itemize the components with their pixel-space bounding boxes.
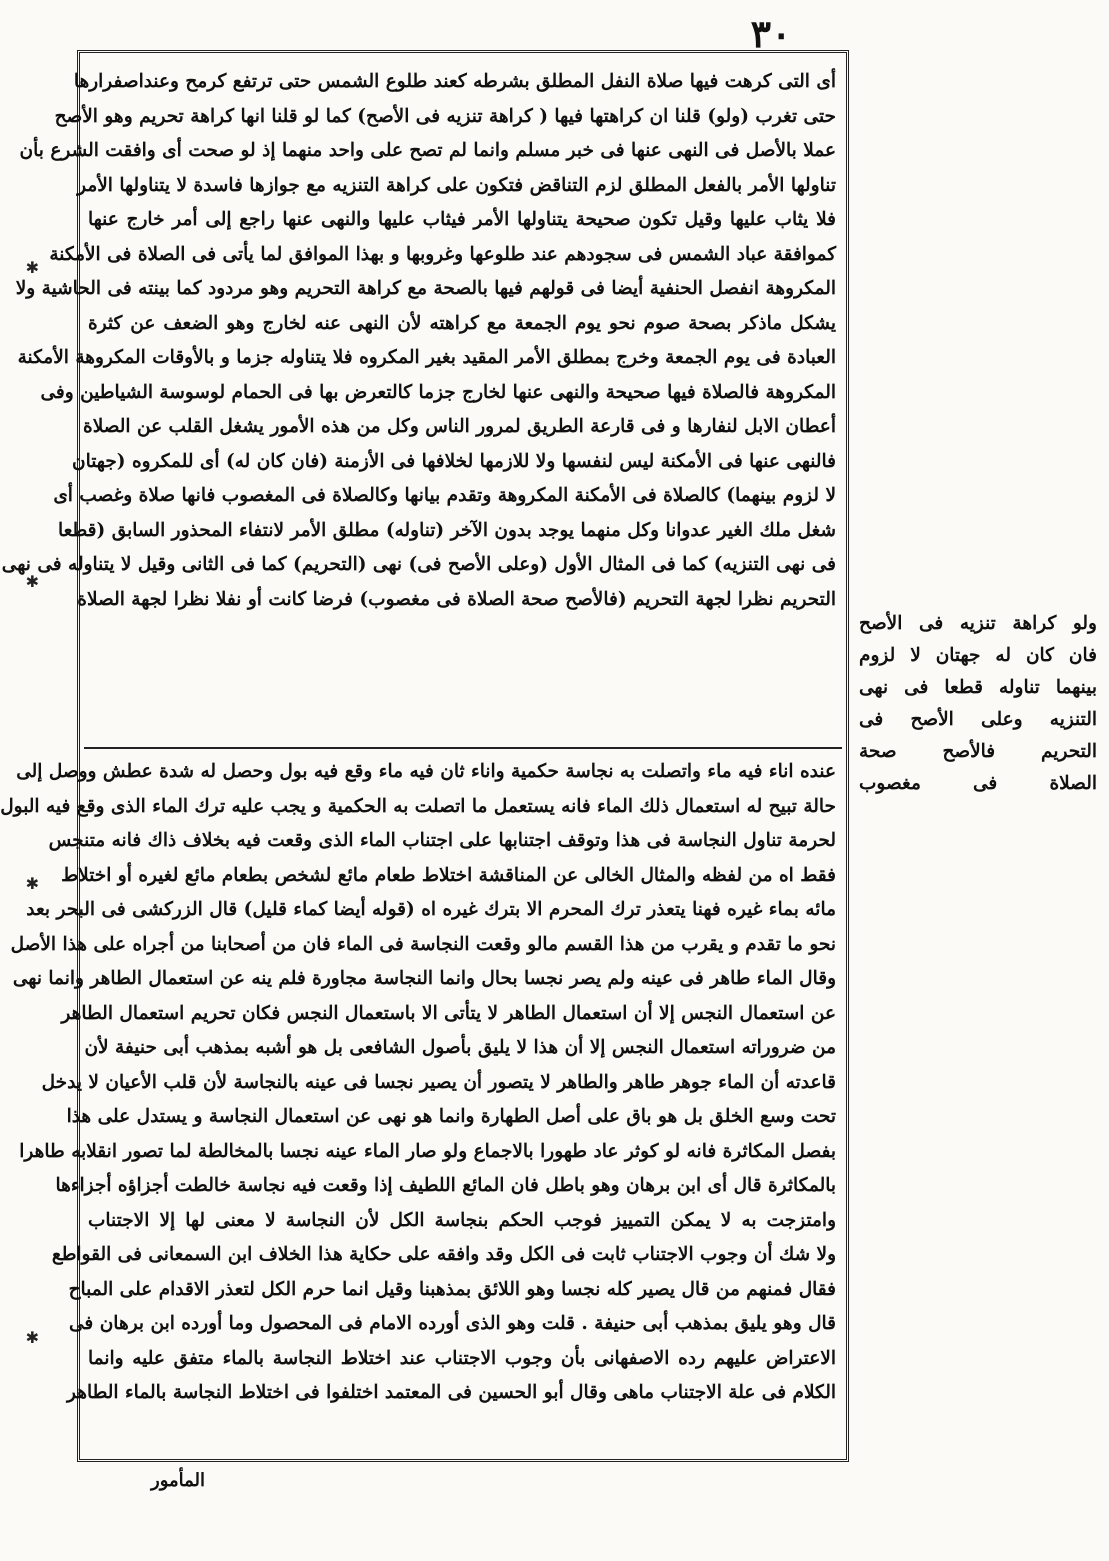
binding-hole-mark: ✱: [25, 874, 39, 893]
gloss-line: فقط اه من لفظه والمثال الخالى عن المناقشة اختلاط طعام مائع لشخص بطعام مائع لغيره أو اختلاط: [61, 864, 836, 886]
gloss-line: حالة تبيح له استعمال ذلك الماء فانه يستعمل ما اتصلت به الحكمية و يجب عليه ترك الماء الذى وقع فيه البول: [0, 795, 836, 817]
page-number: ٣٠: [750, 11, 792, 56]
gloss-line: الكلام فى علة الاجتناب ماهى وقال أبو الحسين فى المعتمد اختلفوا فى اختلاط النجاسة بالماء الطاهر: [66, 1382, 836, 1403]
commentary-line: تناولها الأمر بالفعل المطلق لزم التناقض فتكون على كراهة التنزيه مع جوازها فاسدة لا يتناولها الأمر: [77, 174, 836, 196]
margin-note-line: ولو كراهة تنزيه فى الأصح: [859, 613, 1097, 634]
commentary-line: أعطان الابل لنفارها و فى قارعة الطريق لمرور الناس وكل من هذه الأمور يشغل القلب عن الصلاة: [83, 416, 836, 437]
commentary-line: المكروهة انفصل الحنفية أيضا فى قولهم فيها بالصحة مع كراهة التحريم وهو مردود كما بينته فى الحاشية ولا: [15, 278, 836, 299]
commentary-line: المكروهة فالصلاة فيها صحيحة والنهى عنها لخارج جزما كالتعرض بها فى الحمام لوسوسة الشياطين وفى: [40, 381, 836, 403]
section-divider: [84, 747, 842, 749]
commentary-line: العبادة فى يوم الجمعة وخرج بمطلق الأمر المقيد بغير المكروه فلا يتناوله جزما و بالأوقات المكروهة الأمكنة: [17, 347, 836, 368]
gloss-block: [0, 755, 836, 1453]
catchword: المأمور: [151, 1470, 206, 1491]
margin-note-line: التحريم فالأصح صحة: [859, 741, 1097, 762]
commentary-line: شغل ملك الغير عدوانا وكل منهما يوجد بدون الآخر (تناوله) مطلق الأمر لانتفاء المحذور السابق (قطعا: [57, 519, 836, 541]
gloss-line: وقال الماء طاهر فى عينه ولم يصر نجسا بحال وانما النجاسة مجاورة فلم ينه عن استعمال الطاهر وانما نهى: [12, 968, 836, 989]
text-frame: [0, 50, 849, 1462]
commentary-line: التحريم نظرا لجهة التحريم (فالأصح صحة الصلاة فى مغصوب) فرضا كانت أو نفلا نظرا لجهة الصلاة: [77, 588, 836, 610]
margin-note: [859, 608, 1097, 800]
gloss-line: ولا شك أن وجوب الاجتناب ثابت فى الكل وقد وافقه على حكاية هذا الخلاف ابن السمعانى فى القواطع: [51, 1244, 836, 1265]
commentary-line: أى التى كرهت فيها صلاة النفل المطلق بشرطه كعند طلوع الشمس حتى ترتفع كرمح وعنداصفرارها: [73, 71, 836, 92]
gloss-line: تحت وسع الخلق بل هو باق على أصل الطهارة وانما هو نهى عن استعمال النجاسة و يستدل على هذا: [66, 1106, 836, 1127]
gloss-line: بفصل المكاثرة فانه لو كوثر عاد طهورا بالاجماع ولو صار الماء عينه نجسا بالمخالطة لما تصور انقلابه طاهرا: [19, 1140, 836, 1162]
margin-note-line: الصلاة فى مغصوب: [859, 773, 1097, 794]
binding-hole-mark: ✱: [25, 258, 39, 277]
commentary-line: لا لزوم بينهما) كالصلاة فى الأمكنة المكروهة وتقدم بيانها وكالصلاة فى المغصوب فانها صلاة وغصب أى: [53, 485, 836, 506]
gloss-line: بالمكاثرة قال أى ابن برهان وهو باطل فان المائع اللطيف إذا وقعت فيه نجاسة خالطت أجزاؤه أجزاءها: [55, 1175, 836, 1196]
gloss-line: وامتزجت به لا يمكن التمييز فوجب الحكم بنجاسة الكل لأن النجاسة لا معنى لها إلا الاجتناب: [88, 1209, 836, 1231]
margin-note-line: التنزيه وعلى الأصح فى: [859, 709, 1097, 730]
commentary-line: عملا بالأصل فى النهى عنها فى خبر مسلم وانما لم تصح على واحد منهما إذ لو صحت أى وافقت الشرع بأن: [19, 140, 836, 161]
gloss-line: مائه بماء غيره فهنا يتعذر ترك المحرم الا بترك غيره اه (قوله أيضا كماء قليل) قال الزركشى فى البحر بعد: [26, 899, 836, 920]
gloss-line: لحرمة تناول النجاسة فى هذا وتوقف اجتنابها على اجتناب الماء الذى وقعت فيه بخلاف ذاك فانه متنجس: [48, 830, 836, 851]
gloss-line: الاعتراض عليهم رده الاصفهانى بأن وجوب الاجتناب عند اختلاط النجاسة بالماء متفق عليه وانما: [88, 1347, 836, 1369]
commentary-line: كموافقة عباد الشمس فى سجودهم عند طلوعها وغروبها و بهذا الموافق لما يأتى فى الصلاة فى الأمكنة: [49, 243, 836, 265]
binding-hole-mark: ✱: [25, 572, 39, 591]
commentary-line: فلا يثاب عليها وقيل تكون صحيحة يتناولها الأمر فيثاب عليها والنهى عنها راجع إلى أمر خارج عنها: [88, 209, 836, 230]
commentary-line: فالنهى عنها فى الأمكنة ليس لنفسها ولا للازمها لخلافها فى الأزمنة (فان كان له) أى للمكروه (جهتان: [71, 450, 836, 472]
gloss-line: قاعدته أن الماء جوهر طاهر والطاهر لا يتصور أن يصير نجسا فى عينه بالنجاسة لأن قلب الأعيان لا يدخل: [41, 1071, 836, 1093]
commentary-line: يشكل ماذكر بصحة صوم نحو يوم الجمعة مع كراهته لأن النهى عنه لخارج وهو الضعف عن كثرة: [88, 312, 836, 334]
gloss-line: من ضروراته استعمال النجس إلا أن هذا لا يليق بأصول الشافعى بل هو أشبه بمذهب أبى حنيفة لأن: [84, 1037, 836, 1058]
margin-note-line: بينهما تناوله قطعا فى نهى: [859, 677, 1097, 698]
binding-hole-mark: ✱: [25, 1328, 39, 1347]
gloss-line: عن استعمال النجس إلا أن استعمال الطاهر لا يتأتى الا باستعمال النجس فكان تحريم استعمال الطاهر: [61, 1002, 836, 1024]
gloss-line: نحو ما تقدم و يقرب من هذا القسم مالو وقعت النجاسة فى الماء فان من أصحابنا من أجراه على هذا الأصل: [10, 933, 836, 955]
commentary-line: حتى تغرب (ولو) قلنا ان كراهتها فيها ( كراهة تنزيه فى الأصح) كما لو قلنا انها كراهة تحريم وهو الأصح: [54, 105, 836, 127]
gloss-line: قال وهو يليق بمذهب أبى حنيفة . قلت وهو الذى أورده الامام فى المحصول وما أورده ابن برهان فى: [69, 1313, 836, 1334]
commentary-block: [1, 65, 836, 745]
gloss-line: عنده اناء فيه ماء واتصلت به نجاسة حكمية واناء ثان فيه ماء وقع فيه بول وحصل له شدة عطش ووصل إلى: [16, 761, 836, 782]
margin-note-line: فان كان له جهتان لا لزوم: [859, 645, 1097, 666]
commentary-line: فى نهى التنزيه) كما فى المثال الأول (وعلى الأصح فى) نهى (التحريم) كما فى الثانى وقيل لا يتناوله فى نهى: [1, 554, 836, 575]
gloss-line: فقال فمنهم من قال يصير كله نجسا وهو اللائق بمذهبنا وقيل انما حرم الكل لتعذر الاقدام على المباح: [68, 1278, 836, 1300]
